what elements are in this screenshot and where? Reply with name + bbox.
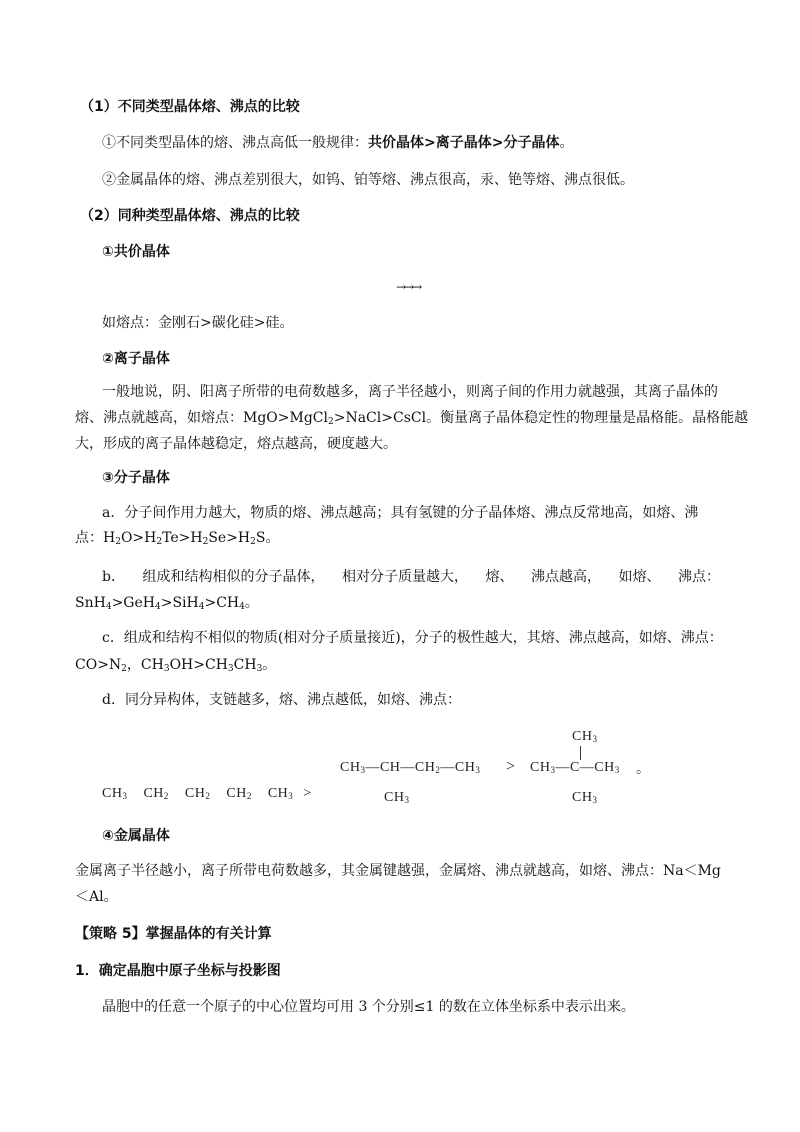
t: b． (102, 569, 125, 585)
subheading-molecular: ③分子晶体 (102, 470, 170, 486)
s: 3 (256, 664, 263, 674)
s: 4 (239, 602, 245, 612)
t: ，CH (126, 657, 164, 673)
s: 3 (227, 664, 234, 674)
t: 点：H (75, 530, 116, 546)
t: CH (340, 760, 361, 775)
ionic-line-2a: 熔、沸点就越高，如熔点：MgO>MgCl (75, 410, 328, 426)
ionic-sub: 2 (328, 417, 334, 427)
s: 3 (404, 795, 410, 805)
rule-bold: 共价晶体>离子晶体>分子晶体 (368, 135, 560, 151)
ionic-line-3: 大，形成的离子晶体越稳定，熔点越高，硬度越大。 (75, 436, 397, 452)
t: O>H (120, 530, 157, 546)
s: 2 (163, 791, 169, 801)
paragraph-metal: ②金属晶体的熔、沸点差别很大，如钨、铂等熔、沸点很高，汞、铯等熔、沸点很低。 (102, 172, 634, 188)
ionic-line-1: 一般地说，阴、阳离子所带的电荷数越多，离子半径越小，则离子间的作用力就越强，其离子晶体的 (102, 384, 718, 400)
s: 4 (198, 602, 205, 612)
strategy-heading: 【策略 5】掌握晶体的有关计算 (75, 926, 272, 942)
bond-line (580, 746, 581, 760)
t: 。 (244, 595, 259, 611)
s: 2 (205, 791, 211, 801)
t: —CH (440, 760, 476, 775)
t: CH (530, 760, 551, 775)
structure-right-bottom (572, 790, 597, 806)
t: >SiH (160, 595, 199, 611)
t: OH>CH (169, 657, 228, 673)
s: 2 (121, 664, 127, 674)
t: CH (102, 786, 123, 801)
s: 4 (105, 602, 112, 612)
subheading-covalent: ①共价晶体 (102, 244, 170, 260)
s: 3 (163, 664, 170, 674)
metallic-line-2: ＜Al。 (75, 889, 118, 905)
t: CH (233, 657, 257, 673)
subheading-metallic: ④金属晶体 (102, 828, 170, 844)
structure-right-top (572, 729, 597, 745)
structure-mid-main (340, 760, 480, 776)
strategy-text: 晶胞中的任意一个原子的中心位置均可用 3 个分别≤1 的数在立体坐标系中表示出来。 (102, 999, 635, 1015)
s: 3 (592, 795, 598, 805)
molecular-d-line: d．同分异构体，支链越多，熔、沸点越低，如熔、沸点： (102, 692, 461, 708)
ionic-line-2 (75, 408, 748, 428)
t: 沸点越高， (530, 569, 601, 585)
s: 3 (122, 791, 128, 801)
s: 4 (154, 602, 161, 612)
t: 相对分子质量越大， (341, 569, 468, 585)
strategy-subheading: 1．确定晶胞中原子坐标与投影图 (75, 963, 281, 979)
t: CH (572, 790, 593, 805)
subheading-ionic: ②离子晶体 (102, 351, 170, 367)
t: CO>N (75, 657, 122, 673)
t: 熔、 (485, 569, 514, 585)
t: CH (267, 786, 289, 801)
t: CH (384, 790, 405, 805)
t: —CH—CH (365, 760, 436, 775)
structure-gt: > (506, 758, 516, 775)
t: CH (143, 786, 164, 801)
section-heading-2: （2）同种类型晶体熔、沸点的比较 (80, 208, 300, 224)
rule-end: 。 (559, 135, 574, 151)
t: CH (572, 729, 593, 744)
t: 。 (262, 657, 277, 673)
s: 3 (475, 765, 481, 775)
t: CH (226, 786, 247, 801)
molecular-a-line-1: a．分子间作用力越大，物质的熔、沸点越高；具有氢键的分子晶体熔、沸点反常地高，如熔、沸 (102, 505, 699, 521)
t: CH (184, 786, 206, 801)
rule-text: ①不同类型晶体的熔、沸点高低一般规律： (102, 135, 368, 151)
s: 2 (115, 537, 121, 547)
s: 3 (592, 734, 598, 744)
molecular-b-line-1 (102, 567, 720, 587)
t: 沸点： (677, 569, 720, 585)
s: 2 (250, 537, 256, 547)
molecular-c-line-2 (75, 655, 276, 675)
s: 3 (614, 765, 620, 775)
molecular-a-line-2 (75, 528, 279, 548)
t: >GeH (111, 595, 155, 611)
t: Se>H (208, 530, 251, 546)
s: 2 (246, 791, 252, 801)
section-heading-1: （1）不同类型晶体熔、沸点的比较 (80, 99, 300, 115)
structure-tail: 。 (636, 762, 651, 777)
t: Te>H (162, 530, 203, 546)
metallic-line-1: 金属离子半径越小，离子所带电荷数越多，其金属键越强，金属熔、沸点就越高，如熔、沸点：Na＜Mg (75, 863, 721, 879)
t: 组成和结构相似的分子晶体， (142, 569, 325, 585)
s: 3 (550, 765, 556, 775)
t: > (303, 786, 312, 801)
s: 3 (360, 765, 366, 775)
ionic-line-2b: >NaCl>CsCl。衡量离子晶体稳定性的物理量是晶格能。晶格能越 (333, 410, 749, 426)
s: 2 (435, 765, 441, 775)
t: 如熔、 (618, 569, 661, 585)
t: S。 (255, 530, 280, 546)
structure-left (102, 786, 312, 802)
molecular-c-line-1: c．组成和结构不相似的物质(相对分子质量接近)，分子的极性越大，其熔、沸点越高，如熔、沸点： (102, 630, 723, 646)
s: 2 (156, 537, 163, 547)
covalent-example: 如熔点：金刚石>碳化硅>硅。 (102, 315, 294, 331)
structure-mid-branch (384, 790, 409, 806)
structure-right-main (530, 760, 620, 776)
t: >CH (204, 595, 240, 611)
s: 2 (202, 537, 209, 547)
paragraph-rule (102, 133, 573, 153)
s: 3 (288, 791, 294, 801)
arrows: →→→ (396, 280, 421, 294)
t: SnH (75, 595, 106, 611)
molecular-b-line-2 (75, 593, 259, 613)
t: —C—CH (555, 760, 615, 775)
